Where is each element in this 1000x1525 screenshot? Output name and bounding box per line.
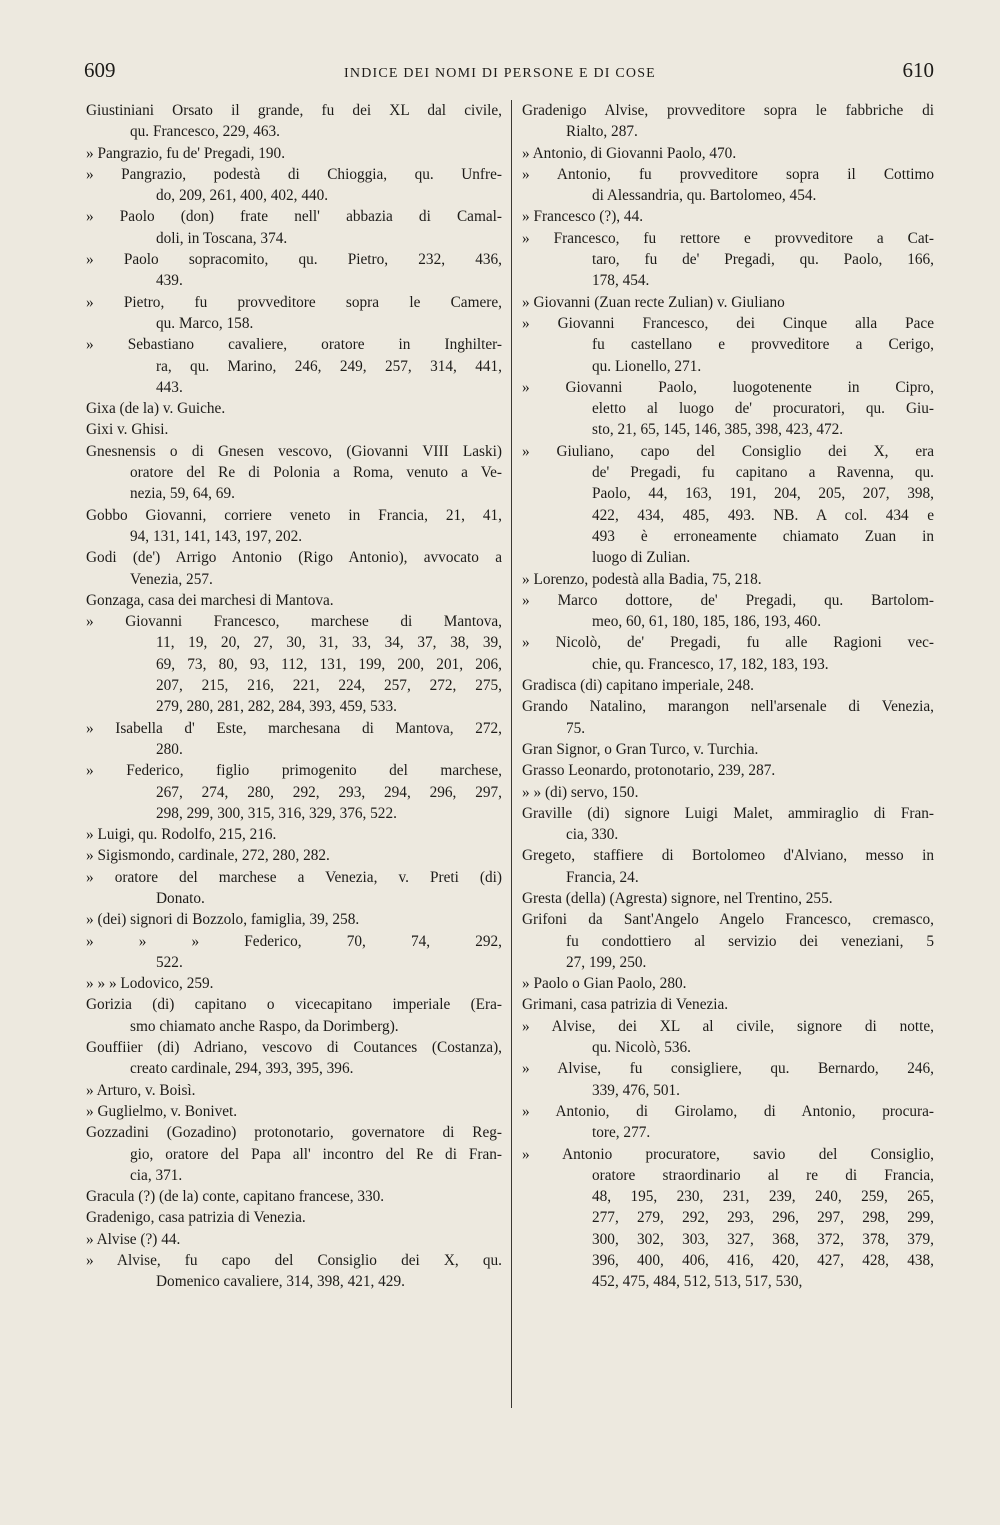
index-entry xyxy=(86,931,502,974)
entry-line: Gracula (?) (de la) conte, capitano francese, 330. xyxy=(86,1188,385,1206)
entry-line: 279, 280, 281, 282, 284, 393, 459, 533. xyxy=(156,698,397,716)
entry-line: » Pietro, fu provveditore sopra le Camere, xyxy=(86,293,502,311)
index-entry xyxy=(522,1101,934,1144)
entry-line: Gouffiier (di) Adriano, vescovo di Coutances (Costanza), xyxy=(86,1039,502,1057)
entry-line: oratore del Re di Polonia a Roma, venuto a Ve- xyxy=(130,464,502,482)
entry-line: Grando Natalino, marangon nell'arsenale di Venezia, xyxy=(522,698,934,716)
index-entry xyxy=(522,1016,934,1059)
entry-line: Gozzadini (Gozadino) protonotario, governatore di Reg- xyxy=(86,1124,502,1142)
entry-line: » Alvise, fu consigliere, qu. Bernardo, 246, xyxy=(522,1060,934,1078)
index-entry xyxy=(522,313,934,377)
entry-line: Gradenigo, casa patrizia di Venezia. xyxy=(86,1209,306,1227)
entry-line: » Francesco, fu rettore e provveditore a Cat- xyxy=(522,229,934,247)
entry-line: Godi (de') Arrigo Antonio (Rigo Antonio), avvocato a xyxy=(86,549,502,567)
entry-line: » Antonio, di Giovanni Paolo, 470. xyxy=(522,144,737,162)
entry-line: Gobbo Giovanni, corriere veneto in Francia, 21, 41, xyxy=(86,506,502,524)
index-entry xyxy=(86,845,502,866)
entry-line: 267, 274, 280, 292, 293, 294, 296, 297, xyxy=(156,783,502,801)
entry-line: » Francesco (?), 44. xyxy=(522,208,644,226)
index-entry xyxy=(522,760,934,781)
entry-line: 439. xyxy=(156,272,183,290)
index-entry xyxy=(86,143,502,164)
entry-line: 422, 434, 485, 493. NB. A col. 434 e xyxy=(592,506,934,524)
entry-line: » Giovanni (Zuan recte Zulian) v. Giuliano xyxy=(522,293,785,311)
entry-line: » Nicolò, de' Pregadi, fu alle Ragioni vec- xyxy=(522,634,934,652)
entry-line: Grasso Leonardo, protonotario, 239, 287. xyxy=(522,762,776,780)
entry-line: » Federico, figlio primogenito del marchese, xyxy=(86,762,502,780)
index-entry xyxy=(522,100,934,143)
index-entry xyxy=(86,909,502,930)
entry-line: creato cardinale, 294, 393, 395, 396. xyxy=(130,1060,354,1078)
index-entry xyxy=(86,718,502,761)
entry-line: » Pangrazio, fu de' Pregadi, 190. xyxy=(86,144,286,162)
entry-line: Gregeto, staffiere di Bortolomeo d'Alviano, messo in xyxy=(522,847,934,865)
entry-line: » Sigismondo, cardinale, 272, 280, 282. xyxy=(86,847,330,865)
index-entry xyxy=(522,441,934,569)
column-divider xyxy=(511,100,512,1408)
entry-line: qu. Francesco, 229, 463. xyxy=(130,123,280,141)
entry-line: oratore straordinario al re di Francia, xyxy=(592,1166,934,1184)
entry-line: » oratore del marchese a Venezia, v. Preti (di) xyxy=(86,868,502,886)
entry-line: luogo di Zulian. xyxy=(592,549,691,567)
entry-line: 298, 299, 300, 315, 316, 329, 376, 522. xyxy=(156,804,397,822)
running-title: INDICE DEI NOMI DI PERSONE E DI COSE xyxy=(344,66,656,81)
index-entry xyxy=(86,1250,502,1293)
index-entry xyxy=(522,994,934,1015)
entry-line: » Lorenzo, podestà alla Badia, 75, 218. xyxy=(522,570,762,588)
entry-line: » Marco dottore, de' Pregadi, qu. Bartolom- xyxy=(522,591,934,609)
index-entry xyxy=(522,590,934,633)
index-entry xyxy=(86,824,502,845)
index-entry xyxy=(86,334,502,398)
entry-line: di Alessandria, qu. Bartolomeo, 454. xyxy=(592,187,817,205)
entry-line: 493 è erroneamente chiamato Zuan in xyxy=(592,527,934,545)
entry-line: » » » Federico, 70, 74, 292, xyxy=(86,932,502,950)
entry-line: » Luigi, qu. Rodolfo, 215, 216. xyxy=(86,826,277,844)
index-entry xyxy=(522,782,934,803)
index-entry xyxy=(522,888,934,909)
index-entry xyxy=(522,675,934,696)
entry-line: do, 209, 261, 400, 402, 440. xyxy=(156,187,329,205)
entry-line: » Alvise, dei XL al civile, signore di notte, xyxy=(522,1017,934,1035)
entry-line: » Antonio, di Girolamo, di Antonio, procura- xyxy=(522,1102,934,1120)
entry-line: ra, qu. Marino, 246, 249, 257, 314, 441, xyxy=(156,357,502,375)
entry-line: » » (di) servo, 150. xyxy=(522,783,639,801)
index-entry xyxy=(522,206,934,227)
entry-line: Gixa (de la) v. Guiche. xyxy=(86,400,226,418)
entry-line: 452, 475, 484, 512, 513, 517, 530, xyxy=(592,1273,803,1291)
index-entry xyxy=(86,973,502,994)
entry-line: Domenico cavaliere, 314, 398, 421, 429. xyxy=(156,1273,405,1291)
index-entry xyxy=(86,1186,502,1207)
entry-line: Grifoni da Sant'Angelo Angelo Francesco, cremasco, xyxy=(522,911,934,929)
entry-line: taro, fu de' Pregadi, qu. Paolo, 166, xyxy=(592,251,934,269)
index-column-left xyxy=(86,100,502,1293)
entry-line: Gnesnensis o di Gnesen vescovo, (Giovanni VIII Laski) xyxy=(86,442,502,460)
page-number-right: 610 xyxy=(902,58,934,82)
entry-line: Francia, 24. xyxy=(566,868,639,886)
index-entry xyxy=(522,164,934,207)
entry-line: Gorizia (di) capitano o vicecapitano imperiale (Era- xyxy=(86,996,502,1014)
index-entry xyxy=(86,547,502,590)
entry-line: 94, 131, 141, 143, 197, 202. xyxy=(130,527,303,545)
entry-line: » Guglielmo, v. Bonivet. xyxy=(86,1102,238,1120)
index-entry xyxy=(86,1037,502,1080)
entry-line: Paolo, 44, 163, 191, 204, 205, 207, 398, xyxy=(592,485,934,503)
entry-line: 280. xyxy=(156,740,183,758)
entry-line: tore, 277. xyxy=(592,1124,651,1142)
entry-line: smo chiamato anche Raspo, da Dorimberg). xyxy=(130,1017,399,1035)
entry-line: » Giovanni Francesco, dei Cinque alla Pace xyxy=(522,314,934,332)
entry-line: 396, 400, 406, 416, 420, 427, 428, 438, xyxy=(592,1252,934,1270)
entry-line: qu. Lionello, 271. xyxy=(592,357,702,375)
entry-line: 522. xyxy=(156,953,183,971)
entry-line: » Giovanni Paolo, luogotenente in Cipro, xyxy=(522,378,934,396)
index-entry xyxy=(86,164,502,207)
entry-line: Gixi v. Ghisi. xyxy=(86,421,169,439)
entry-line: fu condottiero al servizio dei veneziani, 5 xyxy=(566,932,934,950)
index-entry xyxy=(86,994,502,1037)
index-entry xyxy=(86,505,502,548)
index-entry xyxy=(522,845,934,888)
entry-line: Graville (di) signore Luigi Malet, ammiraglio di Fran- xyxy=(522,804,934,822)
entry-line: 178, 454. xyxy=(592,272,650,290)
page-number-left: 609 xyxy=(84,58,116,82)
entry-line: » (dei) signori di Bozzolo, famiglia, 39, 258. xyxy=(86,911,360,929)
index-entry xyxy=(522,569,934,590)
entry-line: Donato. xyxy=(156,889,205,907)
index-entry xyxy=(86,398,502,419)
entry-line: cia, 371. xyxy=(130,1166,183,1184)
entry-line: » Paolo o Gian Paolo, 280. xyxy=(522,975,687,993)
index-entry xyxy=(86,590,502,611)
index-entry xyxy=(86,249,502,292)
entry-line: sto, 21, 65, 145, 146, 385, 398, 423, 472. xyxy=(592,421,844,439)
entry-line: Grimani, casa patrizia di Venezia. xyxy=(522,996,729,1014)
entry-line: 207, 215, 216, 221, 224, 257, 272, 275, xyxy=(156,677,502,695)
index-entry xyxy=(86,760,502,824)
entry-line: de' Pregadi, fu capitano a Ravenna, qu. xyxy=(592,464,934,482)
entry-line: 48, 195, 230, 231, 239, 240, 259, 265, xyxy=(592,1188,934,1206)
entry-line: Giustiniani Orsato il grande, fu dei XL dal civile, xyxy=(86,102,502,119)
entry-line: 277, 279, 292, 293, 296, 297, 298, 299, xyxy=(592,1209,934,1227)
entry-line: » Antonio, fu provveditore sopra il Cottimo xyxy=(522,165,934,183)
entry-line: Gradenigo Alvise, provveditore sopra le fabbriche di xyxy=(522,102,934,119)
entry-line: » Pangrazio, podestà di Chioggia, qu. Unfre- xyxy=(86,165,502,183)
entry-line: Gresta (della) (Agresta) signore, nel Trentino, 255. xyxy=(522,889,833,907)
index-entry xyxy=(522,739,934,760)
index-entry xyxy=(86,867,502,910)
entry-line: » Isabella d' Este, marchesana di Mantova, 272, xyxy=(86,719,502,737)
index-entry xyxy=(522,696,934,739)
index-entry xyxy=(86,1207,502,1228)
entry-line: Rialto, 287. xyxy=(566,123,638,141)
entry-line: 300, 302, 303, 327, 368, 372, 378, 379, xyxy=(592,1230,934,1248)
entry-line: chie, qu. Francesco, 17, 182, 183, 193. xyxy=(592,655,829,673)
entry-line: Gonzaga, casa dei marchesi di Mantova. xyxy=(86,591,334,609)
entry-line: » Alvise (?) 44. xyxy=(86,1230,181,1248)
entry-line: » Paolo (don) frate nell' abbazia di Camal- xyxy=(86,208,502,226)
entry-line: cia, 330. xyxy=(566,826,619,844)
index-entry xyxy=(522,1144,934,1293)
entry-line: doli, in Toscana, 374. xyxy=(156,229,288,247)
entry-line: fu castellano e provveditore a Cerigo, xyxy=(592,336,934,354)
index-entry xyxy=(86,1229,502,1250)
index-entry xyxy=(522,803,934,846)
index-entry xyxy=(522,973,934,994)
index-entry xyxy=(86,206,502,249)
index-column-right xyxy=(522,100,934,1293)
entry-line: » Sebastiano cavaliere, oratore in Inghilter- xyxy=(86,336,502,354)
entry-line: » Paolo sopracomito, qu. Pietro, 232, 436, xyxy=(86,251,502,269)
entry-line: 11, 19, 20, 27, 30, 31, 33, 34, 37, 38, 39, xyxy=(156,634,502,652)
index-entry xyxy=(86,419,502,440)
index-entry xyxy=(522,377,934,441)
entry-line: eletto al luogo de' procuratori, qu. Giu- xyxy=(592,400,934,418)
index-entry xyxy=(522,143,934,164)
index-entry xyxy=(86,441,502,505)
entry-line: » Giuliano, capo del Consiglio dei X, era xyxy=(522,442,934,460)
entry-line: Gradisca (di) capitano imperiale, 248. xyxy=(522,677,754,695)
index-entry xyxy=(86,292,502,335)
index-entry xyxy=(522,292,934,313)
index-entry xyxy=(86,100,502,143)
entry-line: qu. Nicolò, 536. xyxy=(592,1039,691,1057)
index-entry xyxy=(86,1101,502,1122)
entry-line: 69, 73, 80, 93, 112, 131, 199, 200, 201, 206, xyxy=(156,655,502,673)
entry-line: gio, oratore del Papa all' incontro del Re di Fran- xyxy=(130,1145,502,1163)
entry-line: 27, 199, 250. xyxy=(566,953,647,971)
entry-line: meo, 60, 61, 180, 185, 186, 193, 460. xyxy=(592,613,822,631)
entry-line: » Antonio procuratore, savio del Consiglio, xyxy=(522,1145,934,1163)
entry-line: 75. xyxy=(566,719,586,737)
index-entry xyxy=(522,228,934,292)
entry-line: nezia, 59, 64, 69. xyxy=(130,485,235,503)
entry-line: » Arturo, v. Boisì. xyxy=(86,1081,196,1099)
entry-line: 443. xyxy=(156,378,183,396)
entry-line: Venezia, 257. xyxy=(130,570,213,588)
index-entry xyxy=(522,632,934,675)
entry-line: 339, 476, 501. xyxy=(592,1081,680,1099)
entry-line: » » » Lodovico, 259. xyxy=(86,975,214,993)
index-entry xyxy=(86,611,502,717)
index-entry xyxy=(86,1122,502,1186)
index-entry xyxy=(522,909,934,973)
entry-line: qu. Marco, 158. xyxy=(156,314,254,332)
index-entry xyxy=(86,1080,502,1101)
entry-line: Gran Signor, o Gran Turco, v. Turchia. xyxy=(522,740,759,758)
entry-line: » Alvise, fu capo del Consiglio dei X, qu. xyxy=(86,1252,502,1270)
entry-line: » Giovanni Francesco, marchese di Mantova, xyxy=(86,613,502,631)
index-entry xyxy=(522,1058,934,1101)
